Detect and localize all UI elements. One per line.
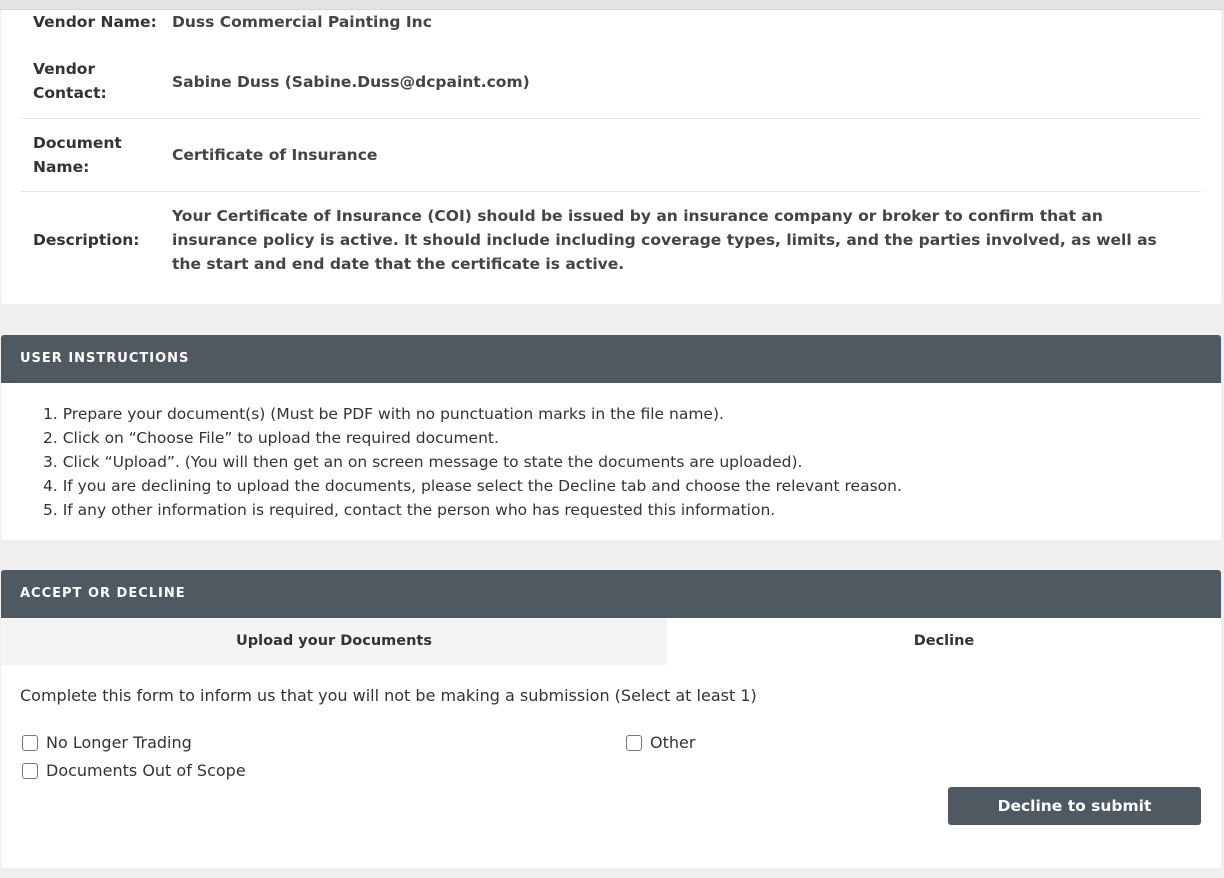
description-row — [21, 192, 1201, 292]
instruction-item: 1. Prepare your document(s) (Must be PDF with no punctuation marks in the file name). — [43, 405, 724, 423]
other-checkbox[interactable] — [626, 735, 642, 751]
description-value: Your Certificate of Insurance (COI) should be issued by an insurance company or broker to confirm that an insurance policy is active. It should include including coverage types, limits, and the parties involved, as well as the start and end date that the certificate is active. — [172, 207, 1157, 273]
documents-out-of-scope-checkbox[interactable] — [22, 763, 38, 779]
description-label: Description: — [33, 231, 140, 249]
documents-out-of-scope-option[interactable] — [22, 761, 246, 780]
instruction-item: 5. If any other information is required, contact the person who has requested this information. — [43, 501, 776, 519]
document-details-panel — [1, 10, 1221, 304]
vendor-contact-label: Vendor Contact: — [33, 60, 107, 102]
no-longer-trading-checkbox[interactable] — [22, 735, 38, 751]
instructions-list — [1, 383, 1221, 522]
user-instructions-header: USER INSTRUCTIONS — [1, 335, 1221, 383]
vendor-contact-row — [21, 46, 1201, 119]
decline-form-intro: Complete this form to inform us that you will not be making a submission (Select at least 1) — [20, 686, 757, 705]
vendor-name-value: Duss Commercial Painting Inc — [172, 13, 432, 31]
instruction-item: 2. Click on “Choose File” to upload the required document. — [43, 429, 499, 447]
instruction-item: 4. If you are declining to upload the documents, please select the Decline tab and choose the relevant reason. — [43, 477, 902, 495]
no-longer-trading-option[interactable] — [22, 733, 192, 752]
accept-decline-tabs — [1, 618, 1221, 665]
tab-upload-documents[interactable]: Upload your Documents — [1, 618, 667, 665]
tab-decline[interactable] — [667, 618, 1221, 665]
document-name-value: Certificate of Insurance — [172, 146, 378, 164]
documents-out-of-scope-label: Documents Out of Scope — [46, 761, 246, 780]
instruction-item: 3. Click “Upload”. (You will then get an on screen message to state the documents are uploaded). — [43, 453, 803, 471]
user-instructions-panel — [1, 335, 1221, 540]
document-name-row — [21, 119, 1201, 192]
no-longer-trading-label: No Longer Trading — [46, 733, 192, 752]
accept-or-decline-panel — [1, 570, 1221, 868]
vendor-contact-value: Sabine Duss (Sabine.Duss@dcpaint.com) — [172, 73, 530, 91]
tab-decline-label: Decline — [913, 633, 975, 649]
decline-submit-button[interactable]: Decline to submit documents — [948, 787, 1201, 825]
document-name-label: Document Name: — [33, 134, 122, 176]
top-breadcrumb-bar — [0, 0, 1224, 10]
other-label: Other — [650, 733, 696, 752]
accept-or-decline-header: ACCEPT OR DECLINE — [1, 570, 1221, 618]
other-option[interactable] — [626, 733, 695, 752]
vendor-name-label: Vendor Name: — [33, 13, 157, 31]
